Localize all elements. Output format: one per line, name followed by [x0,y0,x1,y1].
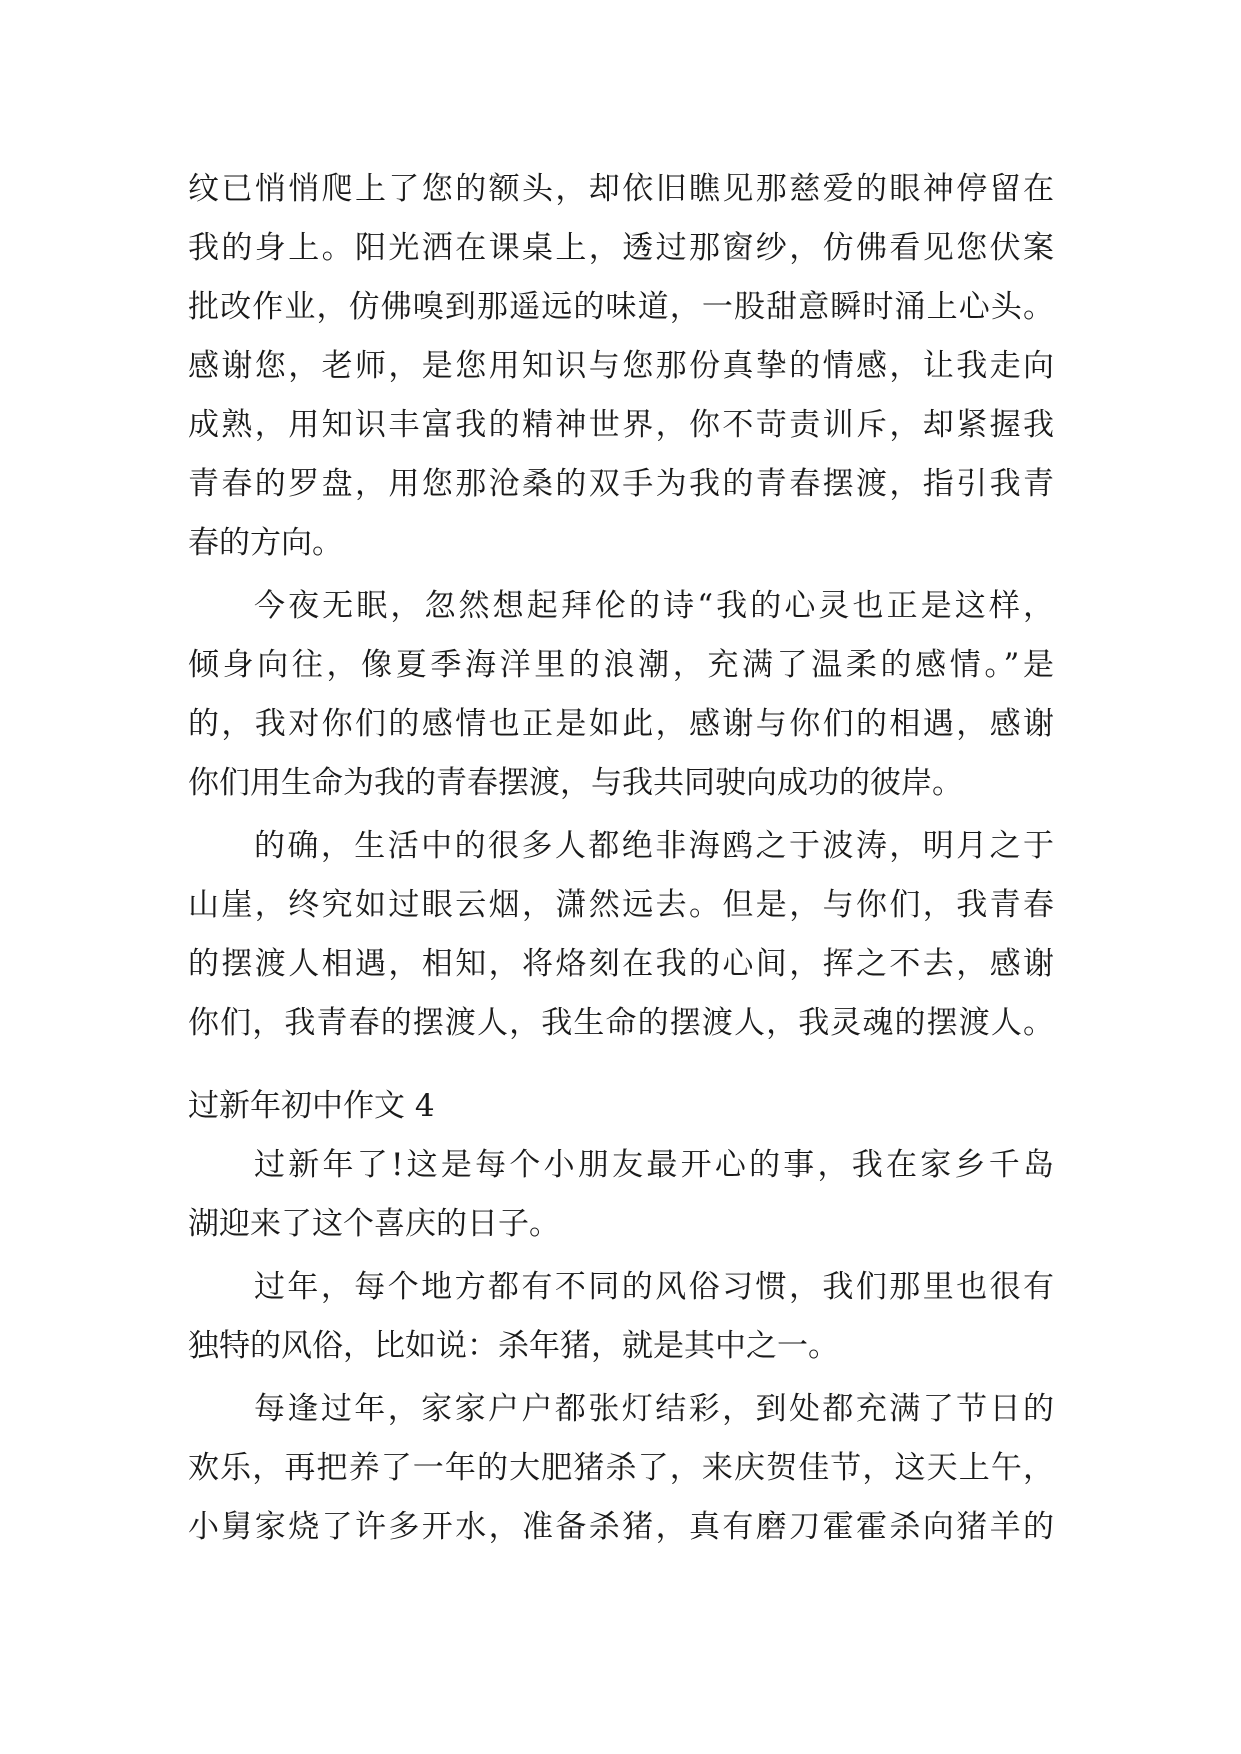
text-line: 纹已悄悄爬上了您的额头，却依旧瞧见那慈爱的眼神停留在 [188,171,1054,207]
text-line: 小舅家烧了许多开水，准备杀猪，真有磨刀霍霍杀向猪羊的 [188,1509,1054,1545]
text-line: 的摆渡人相遇，相知，将烙刻在我的心间，挥之不去，感谢 [188,946,1054,982]
text-line: 批改作业，仿佛嗅到那遥远的味道，一股甜意瞬时涌上心头。 [188,289,1054,325]
text-line: 过新年了!这是每个小朋友最开心的事，我在家乡千岛 [254,1147,1054,1183]
text-line: 春的方向。 [188,525,343,561]
text-line: 山崖，终究如过眼云烟，潇然远去。但是，与你们，我青春 [188,887,1054,923]
paragraph [188,817,1054,1053]
paragraph [188,577,1054,813]
text-line: 的，我对你们的感情也正是如此，感谢与你们的相遇，感谢 [188,706,1054,742]
text-line: 每逢过年，家家户户都张灯结彩，到处都充满了节日的 [254,1391,1054,1427]
text-line: 的确，生活中的很多人都绝非海鸥之于波涛，明月之于 [254,828,1054,864]
document-body [188,160,1054,1557]
text-line: 我的身上。阳光洒在课桌上，透过那窗纱，仿佛看见您伏案 [188,230,1054,266]
text-line: 过年，每个地方都有不同的风俗习惯，我们那里也很有 [254,1269,1054,1305]
paragraph [188,1258,1054,1376]
text-line: 感谢您，老师，是您用知识与您那份真挚的情感，让我走向 [188,348,1054,384]
section-title: 过新年初中作文 4 [188,1088,435,1124]
paragraph [188,160,1054,573]
text-line: 欢乐，再把养了一年的大肥猪杀了，来庆贺佳节，这天上午， [188,1450,1054,1486]
text-line: 湖迎来了这个喜庆的日子。 [188,1206,560,1242]
text-line: 你们用生命为我的青春摆渡，与我共同驶向成功的彼岸。 [188,765,963,801]
text-line: 独特的风俗，比如说：杀年猪，就是其中之一。 [188,1328,839,1364]
text-line: 青春的罗盘，用您那沧桑的双手为我的青春摆渡，指引我青 [188,466,1054,502]
text-line: 今夜无眠，忽然想起拜伦的诗“我的心灵也正是这样， [254,588,1054,624]
paragraph [188,1136,1054,1254]
text-line: 成熟，用知识丰富我的精神世界，你不苛责训斥，却紧握我 [188,407,1054,443]
text-line: 你们，我青春的摆渡人，我生命的摆渡人，我灵魂的摆渡人。 [188,1005,1054,1041]
text-line: 倾身向往，像夏季海洋里的浪潮，充满了温柔的感情。”是 [188,647,1054,683]
paragraph [188,1380,1054,1557]
